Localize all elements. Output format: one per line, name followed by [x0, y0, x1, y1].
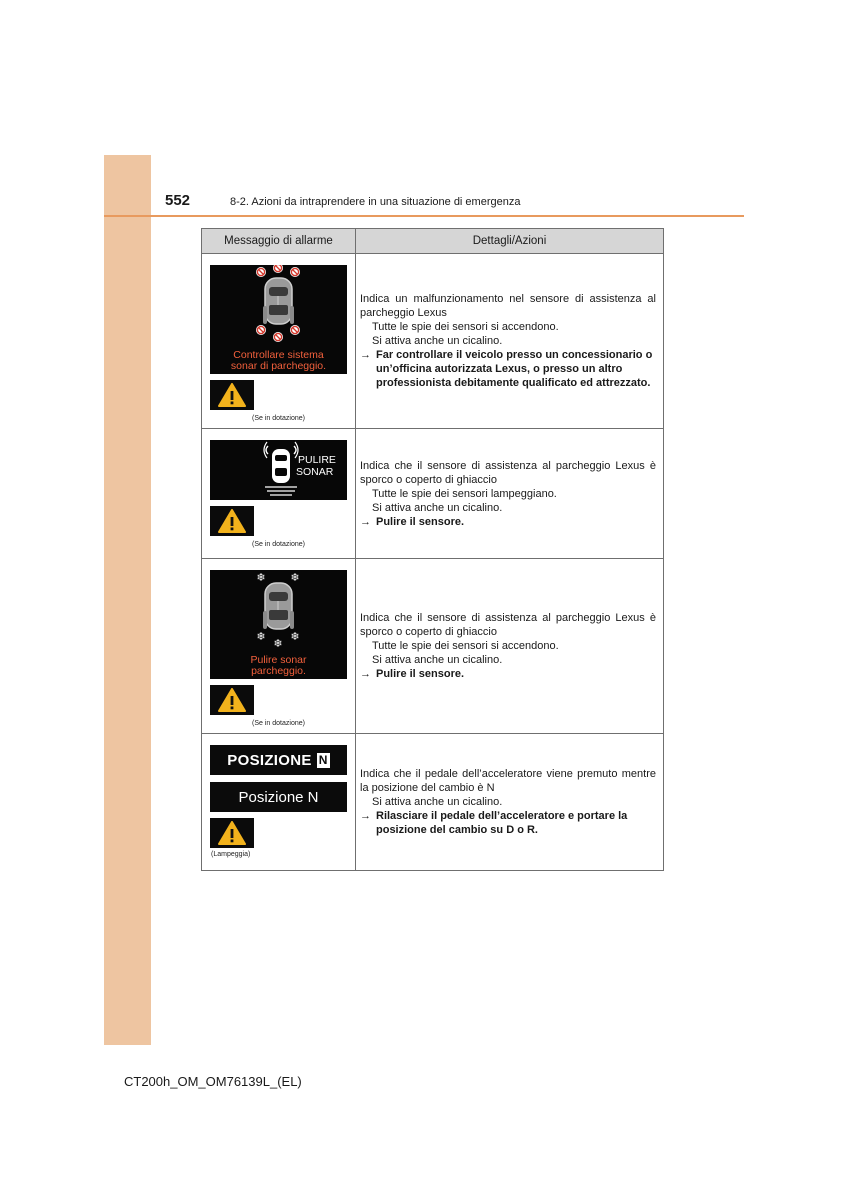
caption: (Se in dotazione) [252, 541, 305, 548]
message-cell [202, 559, 356, 734]
screen-message-line1: Controllare sistema [233, 349, 324, 361]
document-code: CT200h_OM_OM76139L_(EL) [124, 1074, 302, 1089]
screen-message: POSIZIONE [227, 751, 312, 769]
table-row [202, 254, 664, 429]
warning-triangle-icon [218, 383, 246, 407]
display-screen [210, 745, 347, 775]
display-screen [210, 440, 347, 500]
action-step [360, 809, 656, 837]
arrow-icon: → [360, 668, 371, 680]
display-screen [210, 265, 347, 374]
details-cell [356, 734, 664, 871]
table-row [202, 429, 664, 559]
action-text: Pulire il sensore. [376, 515, 465, 528]
detail-line: Tutte le spie dei sensori si accendono. [372, 640, 559, 652]
arrow-icon: → [360, 515, 371, 528]
action-step [360, 515, 656, 529]
details-cell [356, 254, 664, 429]
detail-line: Si attiva anche un cicalino. [372, 654, 503, 666]
header-rule [104, 215, 744, 217]
action-text: Rilasciare il pedale dell’acceleratore e portare la posizione del cambio su D o R. [376, 810, 628, 836]
svg-text:❄: ❄ [273, 638, 283, 650]
svg-text:❄: ❄ [290, 631, 300, 643]
table-header-row [202, 229, 664, 254]
detail-line: Si attiva anche un cicalino. [372, 335, 503, 347]
message-cell [202, 734, 356, 871]
action-text: Far controllare il veicolo presso un concessionario o un’officina autorizzata Lexus, o presso un altro professionista debitamente qualificato ed attrezzato. [376, 349, 653, 389]
page-number: 552 [165, 192, 191, 209]
detail-line: Si attiva anche un cicalino. [372, 501, 503, 514]
screen-message-line1: PULIRE [298, 454, 336, 466]
column-header-message: Messaggio di allarme [202, 229, 356, 254]
description: Indica che il sensore di assistenza al parcheggio Lexus è sporco o coperto di ghiaccio [360, 459, 656, 486]
table-row [202, 559, 664, 734]
action-step [360, 667, 656, 681]
svg-text:❄: ❄ [256, 572, 266, 584]
message-cell [202, 254, 356, 429]
svg-text:❄: ❄ [256, 631, 266, 643]
arrow-icon: → [360, 810, 371, 822]
warning-light [210, 380, 254, 410]
screen-message-line1: Pulire sonar [250, 654, 307, 666]
screen-message-line2: parcheggio. [251, 665, 306, 677]
details-cell [356, 559, 664, 734]
section-title: 8-2. Azioni da intraprendere in una situazione di emergenza [230, 196, 521, 208]
warning-triangle-icon [218, 509, 246, 533]
display-screen [210, 782, 347, 812]
warning-triangle-icon [218, 688, 246, 712]
description: Indica che il pedale dell’acceleratore viene premuto mentre la posizione del cambio è N [360, 768, 656, 794]
column-header-details: Dettagli/Azioni [356, 229, 664, 254]
details-cell [356, 429, 664, 559]
screen-message-line2: SONAR [296, 466, 334, 478]
caption: (Se in dotazione) [252, 720, 305, 727]
chapter-tab-bar [104, 155, 151, 1045]
warning-light [210, 506, 254, 536]
action-text: Pulire il sensore. [376, 668, 465, 680]
arrow-icon: → [360, 349, 371, 361]
detail-line: Tutte le spie dei sensori lampeggiano. [372, 487, 557, 500]
table-row [202, 734, 664, 871]
description: Indica che il sensore di assistenza al parcheggio Lexus è sporco o coperto di ghiaccio [360, 612, 656, 638]
message-cell [202, 429, 356, 559]
action-step [360, 348, 656, 390]
detail-line: Tutte le spie dei sensori si accendono. [372, 321, 559, 333]
description: Indica un malfunzionamento nel sensore di assistenza al parcheggio Lexus [360, 293, 656, 319]
warning-triangle-icon [218, 821, 246, 845]
warning-light [210, 818, 254, 848]
warning-light [210, 685, 254, 715]
detail-line: Si attiva anche un cicalino. [372, 796, 503, 808]
warning-messages-table [201, 228, 664, 871]
screen-message: Posizione N [238, 788, 319, 806]
caption: (Lampeggia) [211, 851, 251, 858]
svg-text:❄: ❄ [290, 572, 300, 584]
display-screen [210, 570, 347, 679]
caption: (Se in dotazione) [252, 415, 305, 422]
screen-message-line2: sonar di parcheggio. [230, 360, 327, 372]
gear-n-badge: N [317, 753, 330, 768]
